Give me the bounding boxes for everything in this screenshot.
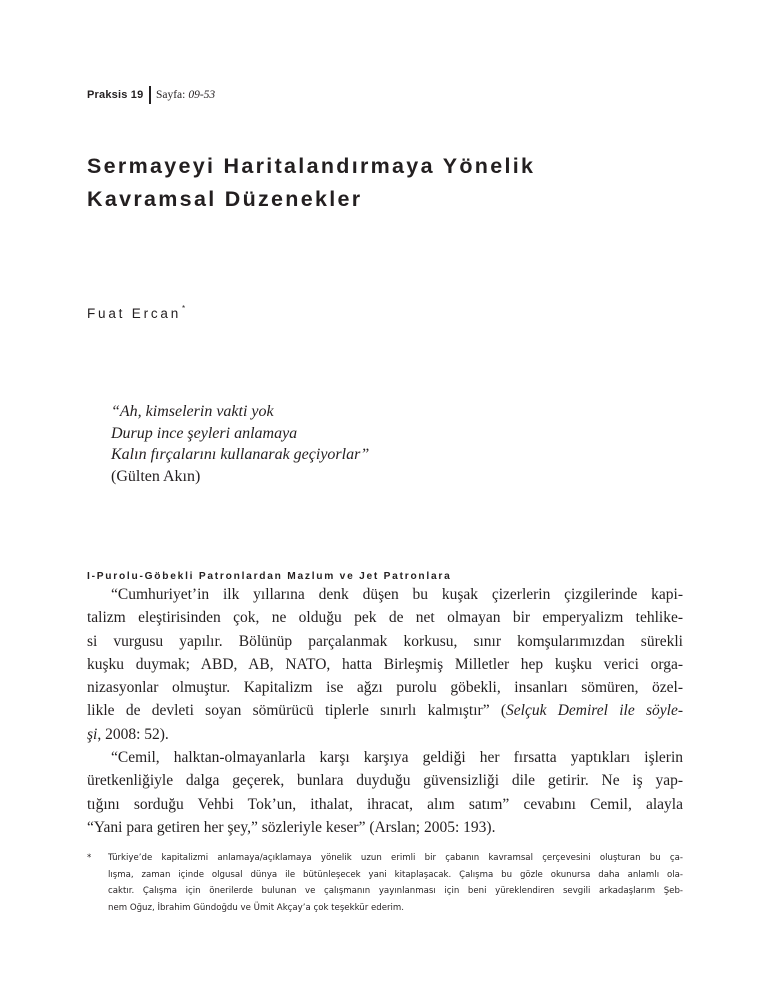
body-text [87,583,683,839]
footnote-line: lışma, zaman içinde olgusal dünya ile bütünleşecek yani kitaplaşacak. Çalışma bu gözle okunursa daha anlamlı ola- [108,869,683,880]
citation-title-end: şi [87,725,98,743]
body-line: kuşku duymak; ABD, AB, NATO, hatta Birleşmiş Milletler hep kuşku verici orga- [87,655,683,673]
citation-year: , 2008: 52). [97,725,169,743]
epigraph-source: (Gülten Akın) [111,467,201,485]
running-header [87,86,215,104]
author-footnote-mark: * [182,304,186,313]
body-line: talizm eleştirisinden çok, ne olduğu pek de net olmayan bir emperyalizm tehlike- [87,609,683,627]
footnote-mark: * [87,853,92,863]
article-title [87,150,707,216]
body-line-text: likle de devleti soyan sömürücü tiplerle sınırlı kalmıştır” ( [87,702,507,720]
page-range: 09-53 [188,89,216,101]
section-heading: I-Purolu-Göbekli Patronlardan Mazlum ve Jet Patronlara [87,571,452,582]
author-name: Fuat Ercan [87,306,182,321]
body-line: “Cemil, halktan-olmayanlarla karşı karşıya geldiği her fırsatta yaptıkları işlerin [111,749,683,767]
epigraph [111,401,369,487]
body-line [87,723,683,746]
footnote-line: Türkiye’de kapitalizmi anlamaya/açıklamaya yönelik uzun erimli bir çabanın kavramsal çerçevesini oluşturan bu ça- [108,853,683,863]
body-line: “Cumhuriyet’in ilk yıllarına denk düşen bu kuşak çizerlerin çizgilerinde kapi- [111,586,683,603]
author-byline [87,304,185,321]
title-line-2: Kavramsal Düzenekler [87,187,363,211]
header-divider [149,86,151,104]
epigraph-line: Durup ince şeyleri anlamaya [111,424,298,442]
page-label: Sayfa: [155,89,186,101]
body-line: nizasyonlar olmuştur. Kapitalizm ise ağzı purolu göbekli, insanları sömüren, özel- [87,679,683,697]
journal-name: Praksis 19 [87,89,144,101]
body-line: “Yani para getiren her şey,” sözleriyle keser” (Arslan; 2005: 193). [87,818,496,836]
citation-title: Selçuk Demirel ile söyle- [506,702,683,720]
footnote-line: nem Oğuz, İbrahim Gündoğdu ve Ümit Akçay’a çok teşekkür ederim. [108,902,405,913]
title-line-1: Sermayeyi Haritalandırmaya Yönelik [87,154,536,178]
epigraph-line: “Ah, kimselerin vakti yok [111,403,274,420]
footnote-text [108,850,683,916]
body-line: si vurgusu yapılır. Bölünüp parçalanmak korkusu, sınır komşularımızdan sürekli [87,632,683,650]
footnote-line: caktır. Çalışma için önerilerde bulunan ve çalışmanın yayınlanması için beni yüreklendiren sevgili arkadaşlarım Şeb- [108,886,683,896]
body-line: tığını sorduğu Vehbi Tok’un, ithalat, ihracat, alım satım” cevabını Cemil, alayla [87,795,683,813]
epigraph-line: Kalın fırçalarını kullanarak geçiyorlar” [111,446,370,463]
body-line: üretkenliğiyle dalga geçerek, bunlara duyduğu güvensizliği dile getirir. Ne iş yap- [87,772,683,790]
footnote [87,850,683,916]
body-line [87,699,683,722]
